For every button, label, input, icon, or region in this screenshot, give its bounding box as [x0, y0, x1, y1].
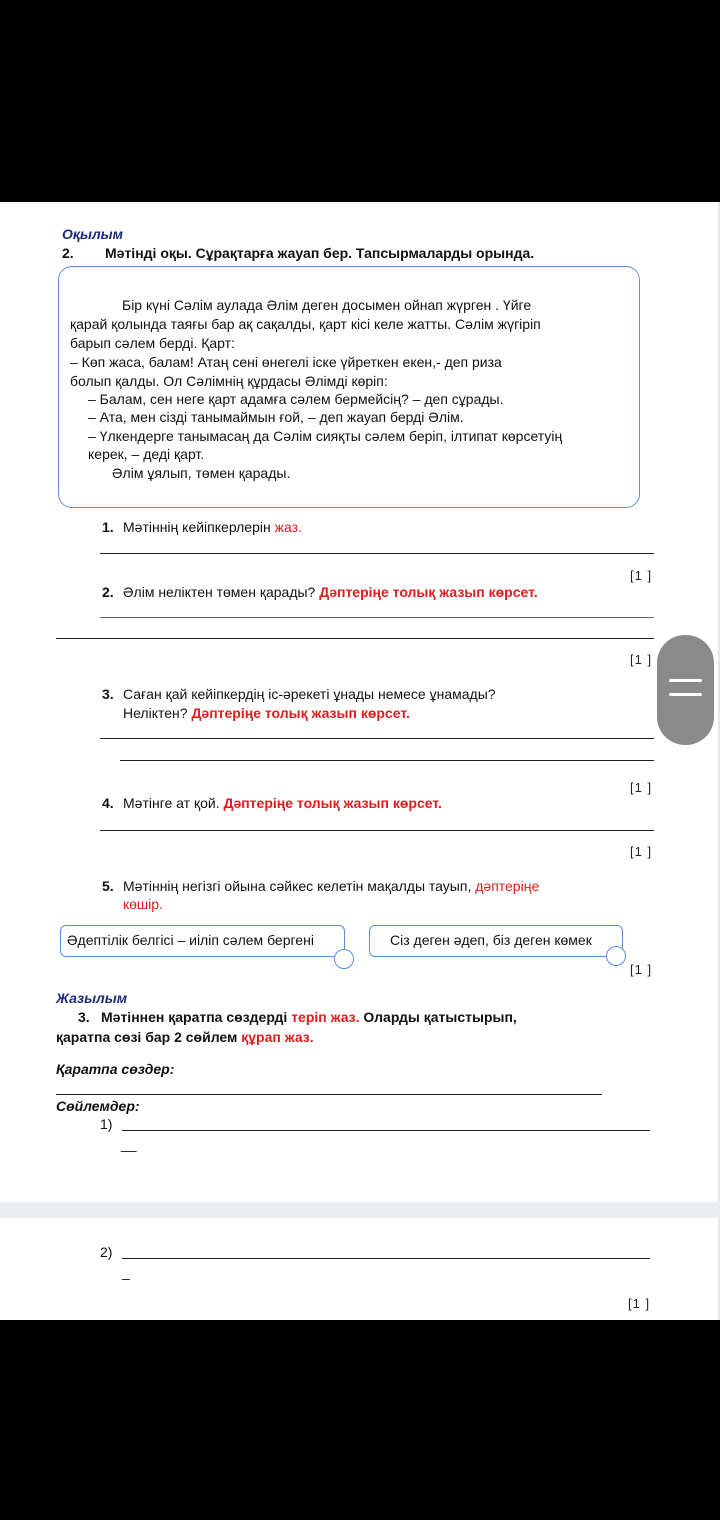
- q3-score: [1 ]: [630, 780, 653, 795]
- sentence-item-1: 1): [100, 1116, 113, 1132]
- q1-text: Мәтіннің кейіпкерлерін: [123, 519, 275, 535]
- q3-instruction: Дәптеріңе толық жазып көрсет.: [191, 705, 410, 721]
- q4-text: Мәтінге ат қой.: [123, 795, 224, 811]
- answer-line[interactable]: [122, 1130, 650, 1131]
- reading-section-title: Оқылым: [62, 226, 123, 242]
- writing-score: [1 ]: [628, 1296, 651, 1311]
- task-title: Мәтінді оқы. Сұрақтарға жауап бер. Тапсырмаларды орында.: [105, 245, 535, 261]
- q3-number: 3.: [102, 686, 114, 702]
- writing-task-number: 3.: [78, 1009, 90, 1025]
- q1-number: 1.: [102, 519, 114, 535]
- story-line: – Үлкендерге танымасаң да Сәлім сияқты сәлем беріп, ілтипат көрсетуің: [88, 428, 563, 444]
- q3-text: Саған қай кейіпкердің іс-әрекеті ұнады немесе ұнамады?: [123, 686, 496, 702]
- writing-section-title: Жазылым: [56, 990, 128, 1006]
- q2-instruction: Дәптеріңе толық жазып көрсет.: [319, 584, 538, 600]
- writing-task-text-line2: қаратпа сөзі бар 2 сөйлем: [56, 1029, 242, 1045]
- q5-number: 5.: [102, 878, 114, 894]
- q1-instruction: жаз.: [274, 519, 302, 535]
- answer-line[interactable]: [100, 553, 654, 554]
- proverb-option-1[interactable]: Әдептілік белгісі – иіліп сәлем бергені: [60, 925, 345, 957]
- answer-line[interactable]: [100, 738, 654, 739]
- page-gap: [0, 1202, 720, 1218]
- sentences-label: Сөйлемдер:: [56, 1098, 140, 1114]
- q2-score: [1 ]: [630, 652, 653, 667]
- connector-circle[interactable]: [606, 946, 626, 966]
- story-line: Әлім ұялып, төмен қарады.: [112, 465, 291, 481]
- connector-circle[interactable]: [334, 949, 354, 969]
- writing-task-instruction-2: құрап жаз.: [241, 1029, 314, 1045]
- sentence-dash-2: _: [122, 1264, 130, 1280]
- worksheet-page-2: [0, 1218, 720, 1320]
- q4-score: [1 ]: [630, 844, 653, 859]
- q5-score: [1 ]: [630, 962, 653, 977]
- story-line: – Балам, сен неге қарт адамға сәлем бермейсің? – деп сұрады.: [88, 391, 504, 407]
- q4-instruction: Дәптеріңе толық жазып көрсет.: [223, 795, 442, 811]
- answer-line[interactable]: [56, 638, 654, 639]
- sentence-dash-1: __: [121, 1136, 137, 1152]
- answer-line[interactable]: [100, 617, 654, 618]
- story-line: – Ата, мен сізді танымаймын ғой, – деп жауап берді Әлім.: [88, 409, 464, 425]
- q2-text: Әлім неліктен төмен қарады?: [123, 584, 320, 600]
- proverb-option-2[interactable]: Сіз деген әдеп, біз деген көмек: [369, 925, 623, 957]
- answer-line[interactable]: [122, 1258, 650, 1259]
- vocative-words-label: Қаратпа сөздер:: [56, 1061, 175, 1077]
- q1-score: [1 ]: [630, 568, 653, 583]
- writing-task-instruction: теріп жаз.: [291, 1009, 360, 1025]
- story-line: Бір күні Сәлім аулада Әлім деген досымен ойнап жүрген . Үйге: [122, 297, 532, 313]
- answer-line[interactable]: [100, 830, 654, 831]
- q5-text: Мәтіннің негізгі ойына сәйкес келетін мақалды тауып,: [123, 878, 476, 894]
- answer-line[interactable]: [56, 1094, 602, 1095]
- answer-line[interactable]: [120, 760, 654, 761]
- story-line: барып сәлем берді. Қарт:: [70, 335, 235, 351]
- q4-number: 4.: [102, 795, 114, 811]
- scroll-handle[interactable]: [657, 635, 714, 745]
- story-line: қарай қолында таяғы бар ақ сақалды, қарт кісі келе жатты. Сәлім жүгіріп: [70, 316, 541, 332]
- sentence-item-2: 2): [100, 1244, 113, 1260]
- story-line: керек, – деді қарт.: [88, 446, 205, 462]
- writing-task-text: Мәтіннен қаратпа сөздерді: [101, 1009, 292, 1025]
- story-line: – Көп жаса, балам! Атаң сені өнегелі іске үйреткен екен,- деп риза: [70, 354, 502, 370]
- q5-instruction: дәптеріңе: [475, 878, 540, 894]
- story-line: болып қалды. Ол Сәлімнің құрдасы Әлімді көріп:: [70, 373, 388, 389]
- q2-number: 2.: [102, 584, 114, 600]
- q5-instruction-line2: көшір.: [123, 896, 163, 912]
- task-number: 2.: [62, 245, 74, 261]
- writing-task-text-b: Оларды қатыстырып,: [359, 1009, 517, 1025]
- q3-text-line2: Неліктен?: [123, 705, 192, 721]
